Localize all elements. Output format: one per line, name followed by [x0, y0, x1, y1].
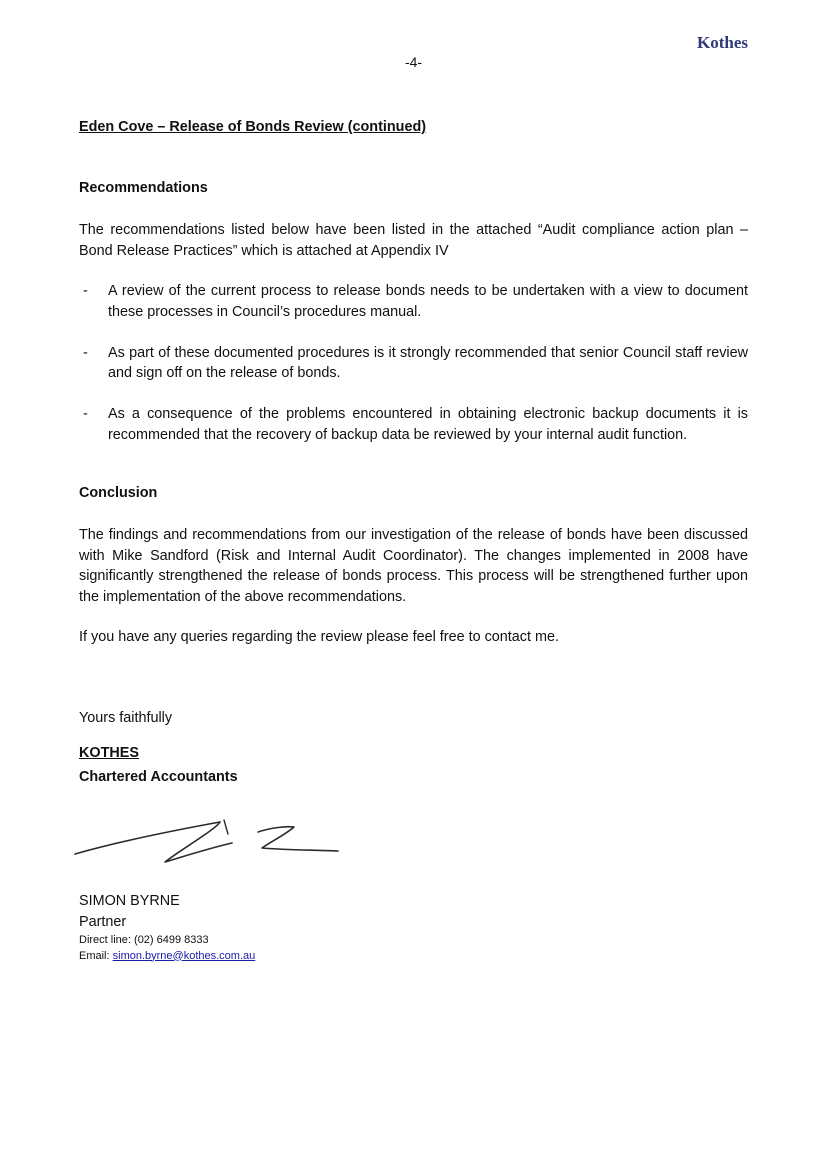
- page-number: -4-: [404, 54, 423, 70]
- signer-title: Partner: [79, 913, 127, 930]
- signer-block: [79, 891, 180, 932]
- bullet-marker: -: [83, 406, 88, 422]
- brand-logo-text: Kothes: [697, 33, 748, 52]
- direct-line-row: [79, 933, 255, 949]
- conclusion-heading: Conclusion: [79, 485, 158, 501]
- closing-salutation: Yours faithfully: [79, 710, 173, 726]
- list-item: [79, 343, 748, 384]
- document-title: Eden Cove – Release of Bonds Review (continued): [79, 119, 427, 135]
- recommendations-list: [79, 281, 748, 466]
- list-item: [79, 404, 748, 445]
- firm-description: Chartered Accountants: [79, 769, 238, 785]
- list-item-text: A review of the current process to release bonds needs to be undertaken with a view to document these processes in Council’s procedures manual.: [108, 283, 748, 320]
- conclusion-paragraph: The findings and recommendations from our investigation of the release of bonds have been discussed with Mike Sandford (Risk and Internal Audit Coordinator). The changes implemented in 2008 have significantly strengthened the release of bonds process. This process will be strengthened further upon the implementation of the above recommendations.: [79, 527, 748, 605]
- email-label: Email:: [79, 949, 110, 962]
- signer-name: SIMON BYRNE: [79, 893, 180, 909]
- email-row: [79, 949, 255, 965]
- bullet-marker: -: [83, 344, 88, 361]
- direct-line-number: (02) 6499 8333: [134, 934, 209, 946]
- queries-paragraph: If you have any queries regarding the review please feel free to contact me.: [79, 629, 559, 645]
- recommendations-heading: Recommendations: [79, 180, 208, 196]
- list-item-text: As a consequence of the problems encountered in obtaining electronic backup documents it is recommended that the recovery of backup data be reviewed by your internal audit function.: [108, 406, 748, 443]
- contact-details: [79, 933, 255, 964]
- handwritten-signature: [70, 810, 345, 870]
- list-item: [79, 281, 748, 322]
- firm-name: KOTHES: [79, 745, 139, 761]
- bullet-marker: -: [83, 283, 88, 299]
- email-link[interactable]: simon.byrne@kothes.com.au: [112, 949, 256, 962]
- direct-line-label: Direct line:: [79, 934, 131, 946]
- recommendations-intro: The recommendations listed below have been listed in the attached “Audit compliance action plan – Bond Release Practices” which is attached at Appendix IV: [79, 222, 748, 259]
- list-item-text: As part of these documented procedures is it strongly recommended that senior Council staff review and sign off on the release of bonds.: [108, 344, 748, 381]
